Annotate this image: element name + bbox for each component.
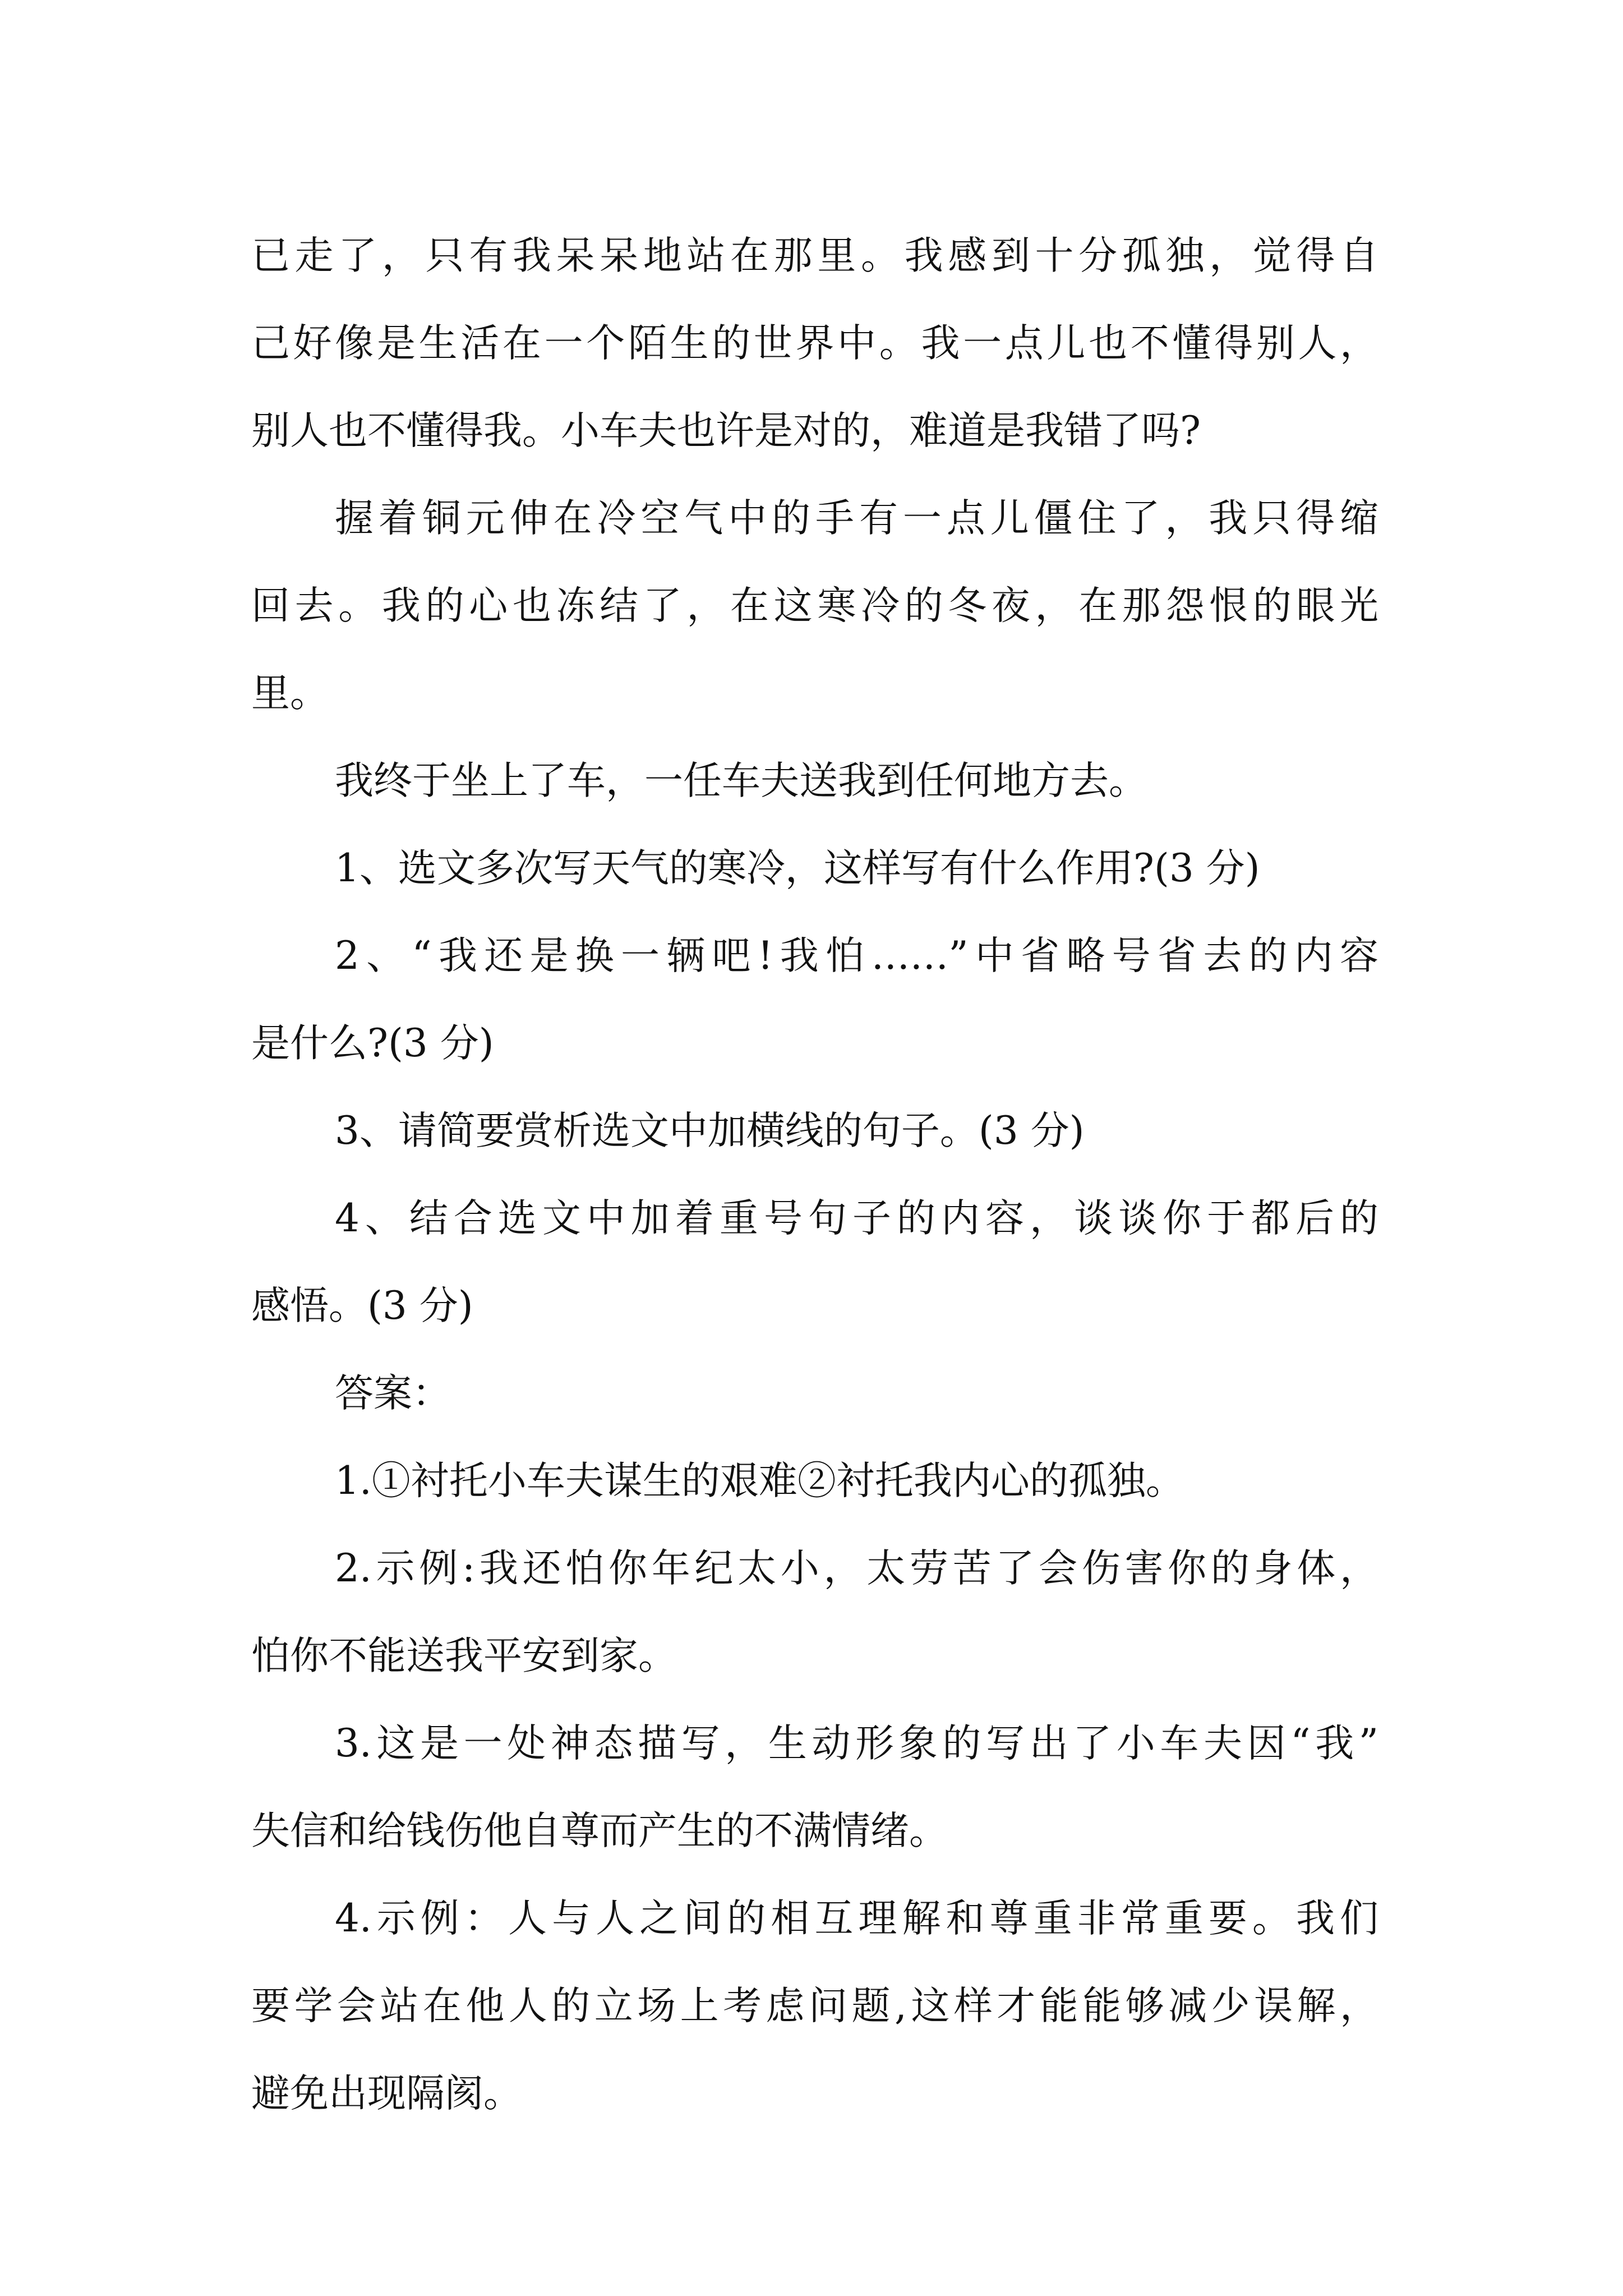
question-2: 2、“我还是换一辆吧!我怕……”中省略号省去的内容 [335, 933, 1378, 978]
answers-heading: 答案： [335, 1371, 451, 1416]
answer-3: 3.这是一处神态描写，生动形象的写出了小车夫因“我” [335, 1721, 1378, 1766]
text-line: 避免出现隔阂。 [251, 2071, 522, 2116]
text-line: 握着铜元伸在冷空气中的手有一点儿僵住了，我只得缩 [335, 496, 1378, 541]
question-3: 3、请简要赏析选文中加横线的句子。(3 分) [335, 1108, 1085, 1153]
answer-1: 1.①衬托小车夫谋生的艰难②衬托我内心的孤独。 [335, 1458, 1184, 1503]
text-line: 怕你不能送我平安到家。 [251, 1634, 677, 1678]
answer-2: 2.示例:我还怕你年纪太小，太劳苦了会伤害你的身体， [335, 1546, 1378, 1591]
question-1: 1、选文多次写天气的寒冷，这样写有什么作用?(3 分) [335, 846, 1260, 891]
text-line: 我终于坐上了车，一任车夫送我到任何地方去。 [335, 758, 1147, 803]
text-line: 里。 [251, 671, 329, 716]
text-line: 别人也不懂得我。小车夫也许是对的，难道是我错了吗? [251, 408, 1201, 453]
text-line: 要学会站在他人的立场上考虑问题,这样才能能够减少误解， [251, 1984, 1378, 2028]
text-line: 失信和给钱伤他自尊而产生的不满情绪。 [251, 1809, 948, 1853]
text-line: 回去。我的心也冻结了，在这寒冷的冬夜，在那怨恨的眼光 [251, 583, 1378, 628]
answer-4: 4.示例：人与人之间的相互理解和尊重非常重要。我们 [335, 1896, 1378, 1941]
text-line: 己好像是生活在一个陌生的世界中。我一点儿也不懂得别人， [251, 321, 1378, 366]
text-line: 感悟。(3 分) [251, 1283, 473, 1328]
question-4: 4、结合选文中加着重号句子的内容，谈谈你于都后的 [335, 1196, 1378, 1241]
document-body [251, 212, 1378, 2137]
text-line: 已走了，只有我呆呆地站在那里。我感到十分孤独，觉得自 [251, 233, 1378, 278]
text-line: 是什么?(3 分) [251, 1021, 494, 1066]
